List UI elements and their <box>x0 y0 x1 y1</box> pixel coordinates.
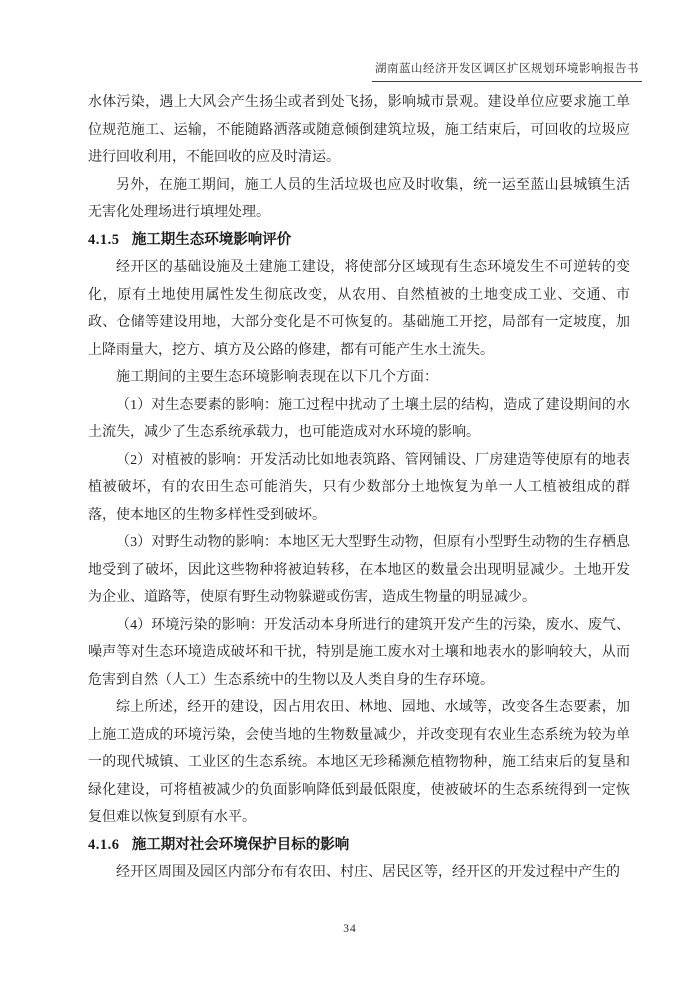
paragraph-item-3-wildlife: （3）对野生动物的影响：本地区无大型野生动物，但原有小型野生动物的生存栖息地受到了破坏，因此这些物种将被迫转移，在本地区的数量会出现明显减少。土地开发为企业、道路等，使原有野生动物躲避或伤害，造成生物量的明显减少。 <box>88 535 630 605</box>
paragraph-item-4-pollution: （4）环境污染的影响：开发活动本身所进行的建筑开发产生的污染，废水、废气、噪声等对生态环境造成破坏和干扰，特别是施工废水对土壤和地表水的影响较大，从而危害到自然（人工）生态系统中的生物以及人类自身的生存环境。 <box>88 617 630 688</box>
paragraph-domestic-garbage: 另外，在施工期间，施工人员的生活垃圾也应及时收集，统一运至蓝山县城镇生活无害化处理场进行填埋处理。 <box>88 177 630 220</box>
section-title: 施工期生态环境影响评价 <box>131 231 292 248</box>
page-header <box>372 59 642 82</box>
section-heading-4-1-5 <box>88 227 630 255</box>
section-title: 施工期对社会环境保护目标的影响 <box>131 836 350 853</box>
paragraph-item-1-ecological-elements: （1）对生态要素的影响：施工过程中扰动了土壤土层的结构，造成了建设期间的水土流失，减少了生态系统承载力，也可能造成对水环境的影响。 <box>88 397 630 440</box>
document-body <box>88 89 630 887</box>
section-number: 4.1.5 <box>88 231 120 248</box>
running-header-title: 湖南蓝山经济开发区调区扩区规划环境影响报告书 <box>372 62 642 82</box>
paragraph-item-2-vegetation: （2）对植被的影响：开发活动比如地表筑路、管网铺设、厂房建造等使原有的地表植被破坏，有的农田生态可能消失，只有少数部分土地恢复为单一人工植被组成的群落，使本地区的生物多样性受到破坏。 <box>88 452 630 523</box>
page-number: 34 <box>343 923 357 935</box>
section-number: 4.1.6 <box>88 836 120 853</box>
paragraph-construction-waste-continued: 水体污染，遇上大风会产生扬尘或者到处飞扬，影响城市景观。建设单位应要求施工单位规范施工、运输，不能随路洒落或随意倾倒建筑垃圾，施工结束后，可回收的垃圾应进行回收利用，不能回收的应及时清运。 <box>88 95 630 165</box>
section-heading-4-1-6 <box>88 832 630 860</box>
paragraph-impacts-intro: 施工期间的主要生态环境影响表现在以下几个方面： <box>116 370 438 385</box>
paragraph-summary: 综上所述，经开的建设，因占用农田、林地、园地、水域等，改变各生态要素，加上施工造成的环境污染，会使当地的生物数量减少，并改变现有农业生态系统为较为单一的现代城镇、工业区的生态系统。本地区无珍稀濒危植物物种，施工结束后的复垦和绿化建设，可将植被减少的负面影响降低到最低限度，使被破坏的生态系统得到一定恢复但难以恢复到原有水平。 <box>88 700 630 825</box>
paragraph-land-use-change: 经开区的基础设施及土建施工建设，将使部分区域现有生态环境发生不可逆转的变化，原有土地使用属性发生彻底改变，从农用、自然植被的土地变成工业、交通、市政、仓储等建设用地，大部分变化是不可恢复的。基础施工开挖，局部有一定坡度，加上降雨量大，挖方、填方及公路的修建，都有可能产生水土流失。 <box>88 260 630 358</box>
paragraph-social-environment-intro: 经开区周围及园区内部分布有农田、村庄、居民区等，经开区的开发过程中产生的 <box>116 865 620 880</box>
page-footer <box>0 919 700 937</box>
